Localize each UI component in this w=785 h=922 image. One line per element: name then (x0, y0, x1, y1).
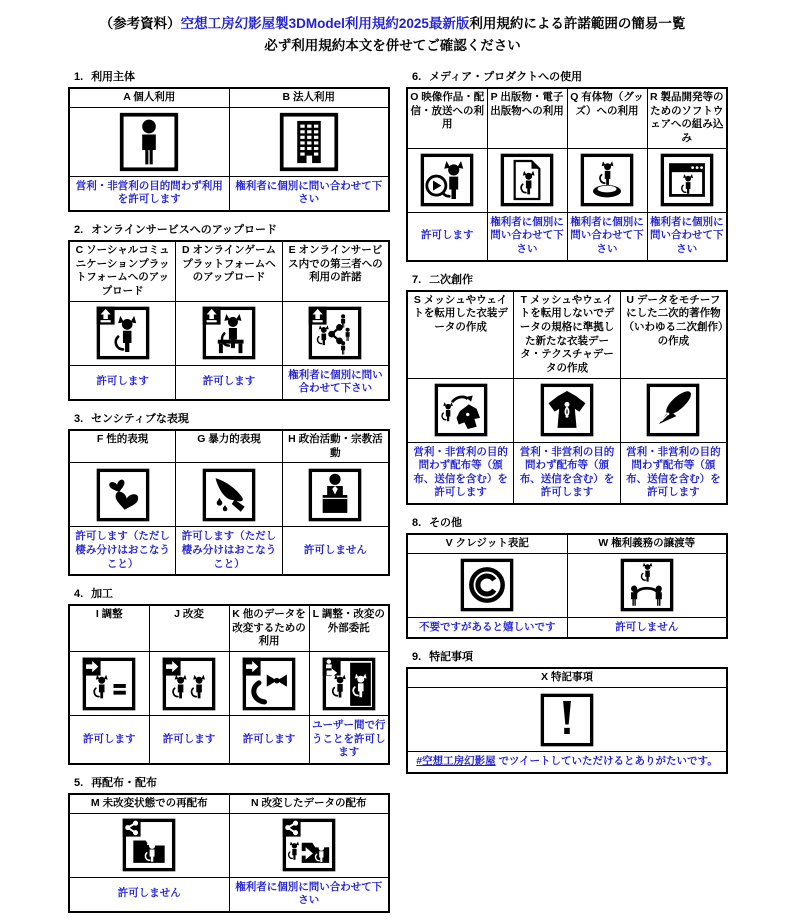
section-usage-subject (68, 68, 390, 212)
item-result: 許可します (176, 365, 283, 400)
item-label: L 調整・改変の外部委託 (309, 605, 389, 651)
adjust-icon (81, 656, 137, 712)
table-sensitive-expression (68, 429, 390, 576)
pen-icon (645, 382, 701, 438)
table-derivative-works (406, 290, 728, 505)
item-label: F 性的表現 (69, 430, 176, 463)
section-number: 3. (74, 412, 84, 425)
section-number: 1. (74, 71, 84, 84)
redistribute-icon (121, 817, 177, 873)
title-prefix: （参考資料） (99, 16, 181, 31)
title-suffix: 利用規約による許諾範囲の簡易一覧 (469, 16, 686, 31)
person-icon (118, 111, 180, 173)
item-label: V クレジット表記 (407, 534, 567, 553)
item-label: D オンラインゲームプラットフォームへのアップロード (176, 241, 283, 301)
section-sensitive-expression (68, 410, 390, 576)
item-label: G 暴力的表現 (176, 430, 283, 463)
item-label: M 未改変状態での再配布 (69, 794, 229, 813)
item-result: 権利者に個別に問い合わせて下さい (229, 176, 389, 211)
item-label: U データをモチーフにした二次的著作物（いわゆる二次創作）の作成 (620, 291, 727, 378)
section-title: オンラインサービスへのアップロード (91, 224, 277, 237)
section-number: 2. (74, 224, 84, 237)
section-processing (68, 585, 390, 765)
upload-social-icon (95, 305, 151, 361)
item-label: S メッシュやウェイトを転用した衣装データの作成 (407, 291, 514, 378)
item-result: 権利者に個別に問い合わせて下さい (647, 212, 727, 260)
section-number: 4. (74, 588, 84, 601)
item-result: 営利・非営利の目的問わず利用を許可します (69, 176, 229, 211)
item-label: W 権利義務の譲渡等 (567, 534, 727, 553)
section-other (406, 514, 728, 639)
section-title: 加工 (91, 588, 114, 601)
item-result: 権利者に個別に問い合わせて下さい (487, 212, 567, 260)
two-column-layout (0, 56, 785, 922)
item-label: T メッシュやウェイトを転用しないでデータの規格に準拠した新たな衣装データ・テクスチャデータの作成 (514, 291, 621, 378)
copyright-icon (459, 557, 515, 613)
item-label: X 特記事項 (407, 668, 727, 687)
section-number: 5. (74, 777, 84, 789)
item-result: 営利・非営利の目的問わず配布等（頒布、送信を含む）を許可します (407, 442, 514, 504)
item-result: 営利・非営利の目的問わず配布等（頒布、送信を含む）を許可します (514, 442, 621, 504)
title-line-2: 必ず利用規約本文を併せてご確認ください (264, 37, 521, 53)
table-other (406, 533, 728, 639)
podium-icon (307, 467, 363, 523)
building-icon (278, 111, 340, 173)
item-result: 許可します (69, 365, 176, 400)
section-online-upload (68, 221, 390, 401)
note-suffix: でツイートしていただけるとありがたいです。 (495, 755, 718, 767)
section-title: 二次創作 (429, 273, 474, 286)
terms-link[interactable]: 空想工房幻影屋製3DModel利用規約2025最新版 (180, 16, 470, 31)
item-result: ユーザー間で行うことを許可します (309, 716, 389, 764)
hashtag-link[interactable]: #空想工房幻影屋 (416, 755, 496, 767)
section-title: センシティブな表現 (91, 412, 189, 425)
section-derivative-works (406, 271, 728, 505)
item-result: 許可しません (282, 527, 389, 575)
table-online-upload (68, 240, 390, 401)
exclamation-icon (539, 692, 595, 748)
costume-reuse-icon (433, 382, 489, 438)
section-redistribution (68, 774, 390, 913)
item-label: N 改変したデータの配布 (229, 794, 389, 813)
section-special-notes (406, 648, 728, 773)
section-number: 7. (412, 273, 422, 286)
table-processing (68, 604, 390, 765)
table-special-notes (406, 667, 728, 773)
video-icon (419, 152, 475, 208)
upload-game-icon (201, 305, 257, 361)
page-title (0, 0, 785, 56)
goods-icon (579, 152, 635, 208)
item-label: I 調整 (69, 605, 149, 651)
item-result: 許可します (69, 716, 149, 764)
costume-new-icon (539, 382, 595, 438)
section-title: メディア・プロダクトへの使用 (429, 71, 583, 84)
item-result: 権利者に個別に問い合わせて下さい (229, 877, 389, 912)
item-result: 不要ですがあると嬉しいです (407, 617, 567, 638)
item-label: O 映像作品・配信・放送への利用 (407, 88, 487, 148)
left-column (68, 68, 390, 922)
item-result: 権利者に個別に問い合わせて下さい (282, 365, 389, 400)
knife-icon (201, 467, 257, 523)
section-media-product (406, 68, 728, 261)
item-result: 権利者に個別に問い合わせて下さい (567, 212, 647, 260)
distribute-modified-icon (281, 817, 337, 873)
parts-icon (241, 656, 297, 712)
software-icon (659, 152, 715, 208)
item-result: 許可しません (69, 877, 229, 912)
table-media-product (406, 87, 728, 261)
item-label: B 法人利用 (229, 88, 389, 107)
item-label: Q 有体物（グッズ）への利用 (567, 88, 647, 148)
modify-icon (161, 656, 217, 712)
item-result: 許可します（ただし棲み分けはおこなうこと） (176, 527, 283, 575)
table-redistribution (68, 793, 390, 913)
item-result: 営利・非営利の目的問わず配布等（頒布、送信を含む）を許可します (620, 442, 727, 504)
outsource-icon (321, 656, 377, 712)
item-label: E オンラインサービス内での第三者への利用の許諾 (282, 241, 389, 301)
item-result: 許可します（ただし棲み分けはおこなうこと） (69, 527, 176, 575)
rights-transfer-icon (619, 557, 675, 613)
table-usage-subject (68, 87, 390, 212)
item-result: 許可しません (567, 617, 727, 638)
section-number: 8. (412, 517, 422, 530)
item-result: 許可します (149, 716, 229, 764)
item-label: R 製品開発等のためのソフトウェアへの組み込み (647, 88, 727, 148)
item-label: P 出版物・電子出版物への利用 (487, 88, 567, 148)
item-label: A 個人利用 (69, 88, 229, 107)
item-label: H 政治活動・宗教活動 (282, 430, 389, 463)
section-title: 特記事項 (429, 651, 474, 664)
section-title: 再配布・配布 (91, 777, 158, 789)
hearts-icon (95, 467, 151, 523)
title-line-1 (0, 13, 785, 35)
item-label: J 改変 (149, 605, 229, 651)
publication-icon (499, 152, 555, 208)
section-title: 利用主体 (91, 71, 136, 84)
item-result: 許可します (407, 212, 487, 260)
right-column (406, 68, 728, 782)
section-title: その他 (429, 517, 463, 530)
section-number: 6. (412, 71, 422, 84)
item-result: 許可します (229, 716, 309, 764)
item-label: C ソーシャルコミュニケーションプラットフォームへのアップロード (69, 241, 176, 301)
upload-thirdparty-icon (307, 305, 363, 361)
item-label: K 他のデータを改変するための利用 (229, 605, 309, 651)
section-number: 9. (412, 651, 422, 664)
